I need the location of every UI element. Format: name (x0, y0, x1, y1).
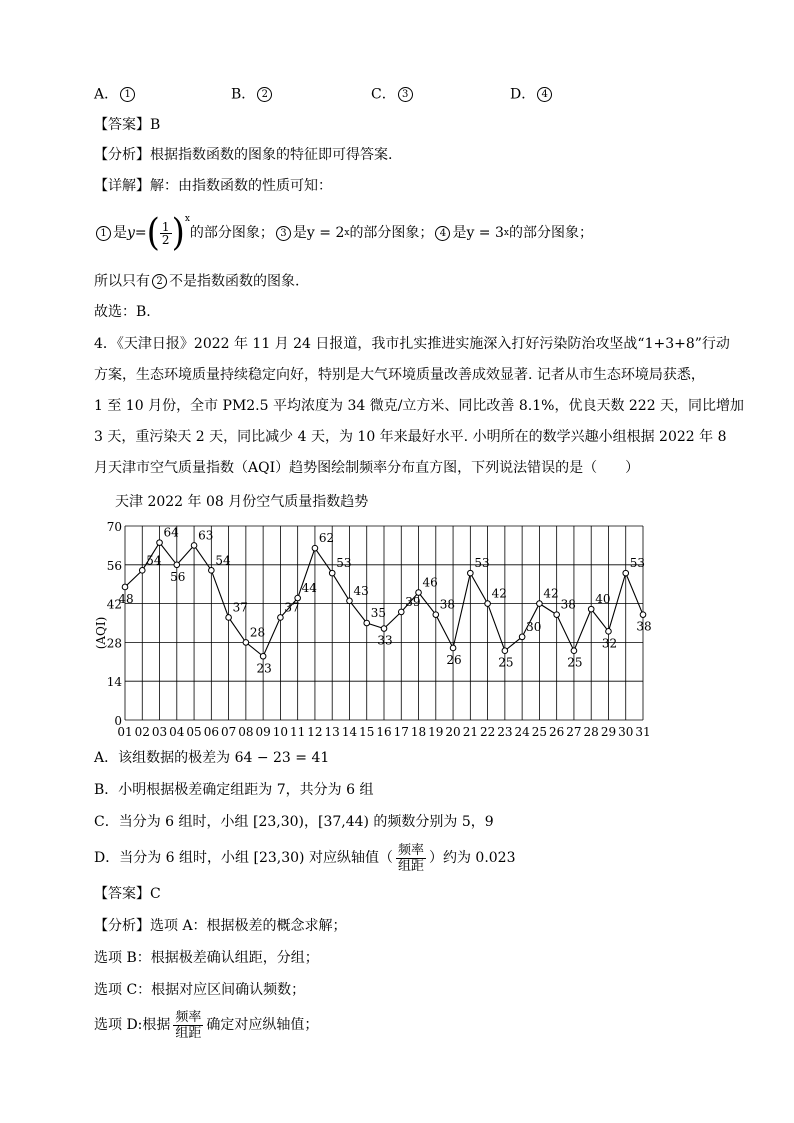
data-label: 39 (405, 594, 421, 609)
data-label: 42 (543, 586, 559, 601)
q4-option-b: B．小明根据极差确定组距为 7，共分为 6 组 (94, 782, 374, 798)
x-tick-label: 07 (220, 725, 237, 738)
y-tick-label: 70 (106, 520, 122, 534)
x-tick-label: 08 (238, 725, 254, 738)
y-tick-label: 28 (106, 636, 122, 651)
data-label: 23 (256, 661, 272, 676)
data-label: 46 (422, 575, 438, 590)
data-point (433, 612, 439, 618)
y-axis-label: (AQI) (94, 616, 108, 650)
data-label: 38 (560, 597, 576, 612)
data-label: 35 (370, 606, 387, 620)
aqi-trend-chart (0, 488, 794, 738)
q4-line-3: 1 至 10 月份，全市 PM2.5 平均浓度为 34 微克/立方米、同比改善 8.1%，优良天数 222 天，同比增加 (94, 398, 745, 414)
x-tick-label: 11 (290, 725, 306, 738)
data-label: 33 (377, 633, 393, 648)
q4-line-2: 方案，生态环境质量持续稳定向好，特别是大气环境质量改善成效显著. 记者从市生态环境局获悉， (94, 367, 705, 383)
x-tick-label: 21 (462, 725, 478, 738)
x-tick-label: 06 (203, 725, 219, 738)
data-point (571, 648, 577, 654)
x-tick-label: 28 (583, 725, 599, 738)
data-point (398, 609, 404, 615)
data-label: 37 (284, 600, 300, 615)
answer-1: 【答案】B (94, 117, 161, 133)
data-point (260, 653, 266, 659)
data-point (243, 640, 249, 646)
x-tick-label: 18 (410, 725, 427, 738)
x-tick-label: 30 (618, 725, 634, 738)
data-label: 53 (629, 556, 646, 571)
data-label: 54 (146, 553, 162, 568)
analysis-1: 【分析】根据指数函数的图象的特征即可得答案. (94, 147, 393, 163)
choose: 故选：B. (94, 304, 151, 320)
chart-title: 天津 2022 年 08 月份空气质量指数趋势 (115, 494, 369, 510)
data-point (381, 626, 387, 632)
data-point (278, 615, 284, 621)
data-label: 42 (491, 586, 507, 601)
q4-option-d: D． 当分为 6 组时，小组 [23,30) 对应纵轴值（ $\frac{\text{频率}}{\text{组距}}$ ）约为 0.023 (94, 842, 516, 874)
data-label: 37 (232, 600, 248, 615)
q4-line-4: 3 天，重污染天 2 天，同比减少 4 天，为 10 年来最好水平. 小明所在的数学兴趣小组根据 2022 年 8 (94, 429, 727, 445)
data-point (416, 590, 422, 596)
x-tick-label: 29 (600, 725, 617, 738)
option-b: B． 2 (231, 87, 274, 102)
x-tick-label: 10 (272, 725, 289, 738)
analysis-line-d: 选项 D:根据 $\frac{\text{频率}}{\text{组距}}$ 确定对应纵轴值； (94, 1009, 319, 1041)
conclusion: 所以只有 2 不是指数函数的图象. (94, 273, 300, 290)
data-label: 38 (439, 597, 456, 612)
data-point (606, 629, 612, 635)
x-tick-label: 19 (428, 725, 444, 738)
data-point (519, 634, 525, 640)
data-label: 64 (163, 525, 179, 540)
data-label: 53 (474, 556, 490, 571)
data-point (157, 540, 163, 546)
x-tick-label: 23 (497, 725, 513, 738)
data-point (209, 568, 215, 574)
x-tick-label: 27 (566, 725, 582, 738)
data-label: 25 (498, 655, 514, 670)
x-tick-label: 14 (341, 725, 358, 738)
data-point (329, 570, 335, 576)
data-point (554, 612, 560, 618)
data-point (450, 645, 456, 651)
x-tick-label: 13 (324, 725, 340, 738)
q4-line-5: 月天津市空气质量指数（AQI）趋势图绘制频率分布直方图，下列说法错误的是（ ） (94, 460, 640, 476)
option-d: D． 4 (510, 87, 554, 102)
data-point (347, 598, 353, 604)
q4-line-1: 4．《天津日报》2022 年 11 月 24 日报道，我市扎实推进实施深入打好污染防治攻坚战“1+3+8”行动 (94, 336, 730, 352)
y-tick-label: 0 (114, 714, 122, 728)
x-tick-label: 31 (635, 725, 651, 738)
formula-line: 1 是 y = ( $\frac{1}{2}$ ) $^x$ 的部分图象； 3 是 y = 2 x 的部分图象； 4 是 y = 3 x 的部分图象； (94, 213, 593, 253)
data-label: 62 (318, 531, 335, 546)
x-tick-label: 24 (514, 725, 530, 738)
x-tick-label: 12 (307, 725, 323, 738)
data-label: 54 (215, 553, 231, 568)
analysis-line-b: 选项 B：根据极差确认组距，分组； (94, 950, 319, 966)
data-point (640, 612, 646, 618)
x-tick-label: 20 (445, 725, 461, 738)
data-point (364, 620, 370, 626)
analysis-2: 【分析】选项 A：根据极差的概念求解； (94, 918, 347, 934)
data-label: 63 (198, 528, 214, 543)
x-tick-label: 01 (117, 725, 133, 738)
data-point (122, 584, 128, 590)
x-tick-label: 16 (376, 725, 392, 738)
x-tick-label: 03 (151, 725, 168, 738)
x-tick-label: 25 (531, 725, 548, 738)
data-label: 40 (595, 592, 611, 607)
data-point (312, 545, 318, 551)
data-point (485, 601, 491, 607)
option-c: C． 3 (371, 87, 415, 102)
data-point (502, 648, 508, 654)
data-label: 53 (336, 556, 352, 571)
x-tick-label: 02 (134, 725, 150, 738)
x-tick-label: 04 (169, 725, 185, 738)
data-point (139, 568, 145, 574)
data-label: 32 (601, 636, 618, 651)
data-label: 43 (353, 583, 369, 598)
data-point (588, 606, 594, 612)
data-point (174, 562, 180, 568)
y-tick-label: 14 (106, 675, 122, 690)
data-label: 48 (118, 591, 134, 606)
data-label: 30 (526, 619, 542, 634)
answer-2: 【答案】C (94, 886, 161, 902)
y-tick-label: 42 (106, 597, 122, 612)
x-tick-label: 15 (359, 725, 375, 738)
data-point (226, 615, 232, 621)
data-label: 38 (636, 619, 652, 634)
x-tick-label: 17 (393, 725, 409, 738)
data-point (191, 543, 197, 549)
data-point (537, 601, 543, 607)
option-a: A． 1 (94, 87, 137, 102)
x-tick-label: 09 (255, 725, 271, 738)
detail-1: 【详解】解：由指数函数的性质可知： (94, 178, 332, 194)
analysis-line-c: 选项 C：根据对应区间确认频数； (94, 982, 306, 998)
q4-option-a: A．该组数据的极差为 64 − 23 = 41 (94, 750, 330, 766)
y-tick-label: 56 (106, 558, 122, 573)
data-label: 26 (446, 652, 462, 667)
x-tick-label: 26 (549, 725, 565, 738)
data-label: 56 (170, 569, 186, 584)
data-label: 44 (301, 581, 317, 596)
data-point (295, 595, 301, 601)
x-tick-label: 22 (479, 725, 496, 738)
data-point (468, 570, 474, 576)
data-label: 28 (249, 625, 266, 640)
data-point (623, 570, 629, 576)
x-tick-label: 05 (186, 725, 202, 738)
q4-option-c: C．当分为 6 组时，小组 [23,30)，[37,44) 的频数分别为 5，9 (94, 814, 494, 830)
data-label: 25 (567, 655, 583, 670)
